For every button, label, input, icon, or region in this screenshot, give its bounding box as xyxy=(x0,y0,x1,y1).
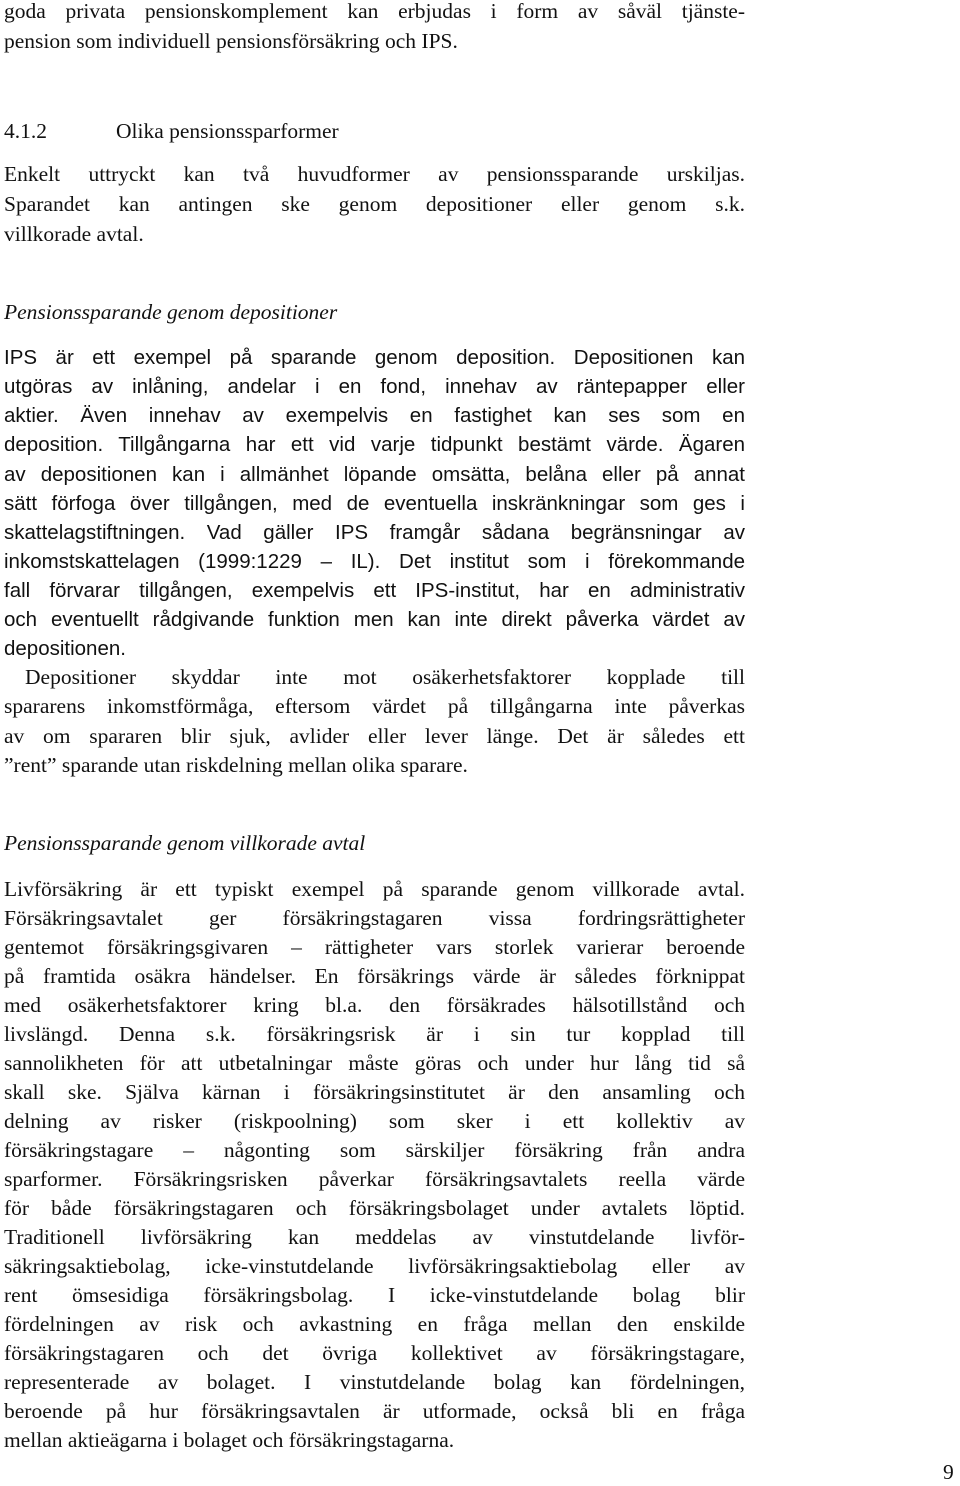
paragraph-line: depositionen. xyxy=(4,637,126,660)
paragraph-line: beroende på hur försäkringsavtalen är utformade, också bli en fråga xyxy=(4,1399,745,1423)
section-number: 4.1.2 xyxy=(4,119,47,143)
paragraph-line: fall förvarar tillgången, exempelvis ett IPS-institut, har en administrativ xyxy=(4,579,745,602)
paragraph-line: skattelagstiftningen. Vad gäller IPS framgår sådana begränsningar av xyxy=(4,521,745,544)
paragraph-line: IPS är ett exempel på sparande genom deposition. Depositionen kan xyxy=(4,346,745,369)
paragraph-line: skall ske. Själva kärnan i försäkringsinstitutet är den ansamling och xyxy=(4,1080,745,1104)
paragraph-line: Enkelt uttryckt kan två huvudformer av pensionssparande urskiljas. xyxy=(4,162,745,186)
paragraph-line: representerade av bolaget. I vinstutdelande bolag kan fördelningen, xyxy=(4,1370,745,1394)
paragraph-line: Sparandet kan antingen ske genom depositioner eller genom s.k. xyxy=(4,192,745,216)
paragraph-line: av depositionen kan i allmänhet löpande omsätta, belåna eller på annat xyxy=(4,463,745,486)
paragraph-line: fördelningen av risk och avkastning en fråga mellan den enskilde xyxy=(4,1312,745,1336)
paragraph-line: säkringsaktiebolag, icke-vinstutdelande livförsäkringsaktiebolag eller av xyxy=(4,1254,745,1278)
intro-line: pension som individuell pensionsförsäkring och IPS. xyxy=(4,29,458,53)
paragraph-line: spararens inkomstförmåga, eftersom värdet på tillgångarna inte påverkas xyxy=(4,694,745,718)
paragraph-line: försäkringstagaren och det övriga kollektivet av försäkringstagare, xyxy=(4,1341,745,1365)
paragraph-line: sannolikheten för att utbetalningar måste göras och under hur lång tid så xyxy=(4,1051,745,1075)
paragraph-line: mellan aktieägarna i bolaget och försäkringstagarna. xyxy=(4,1428,455,1452)
paragraph-line: Depositioner skyddar inte mot osäkerhetsfaktorer kopplade till xyxy=(25,665,745,689)
paragraph-line: med osäkerhetsfaktorer kring bl.a. den försäkrades hälsotillstånd och xyxy=(4,993,745,1017)
paragraph-line: gentemot försäkringsgivaren – rättigheter vars storlek varierar beroende xyxy=(4,935,745,959)
paragraph-line: sparformer. Försäkringsrisken påverkar försäkringsavtalets reella värde xyxy=(4,1167,745,1191)
paragraph-line: på framtida osäkra händelser. En försäkrings värde är således förknippat xyxy=(4,964,745,988)
paragraph-line: deposition. Tillgångarna har ett vid varje tidpunkt bestämt värde. Ägaren xyxy=(4,433,745,456)
paragraph-line: villkorade avtal. xyxy=(4,222,144,246)
subheading-depositioner: Pensionssparande genom depositioner xyxy=(4,300,338,324)
paragraph-line: rent ömsesidiga försäkringsbolag. I icke-vinstutdelande bolag blir xyxy=(4,1283,745,1307)
paragraph-line: ”rent” sparande utan riskdelning mellan olika sparare. xyxy=(4,753,468,777)
paragraph-line: och eventuellt rådgivande funktion men kan inte direkt påverka värdet av xyxy=(4,608,745,631)
paragraph-line: av om spararen blir sjuk, avlider eller lever länge. Det är således ett xyxy=(4,724,745,748)
section-title: Olika pensionssparformer xyxy=(116,119,339,143)
paragraph-line: Försäkringsavtalet ger försäkringstagaren vissa fordringsrättigheter xyxy=(4,906,745,930)
paragraph-line: livslängd. Denna s.k. försäkringsrisk är i sin tur kopplad till xyxy=(4,1022,745,1046)
intro-line: goda privata pensionskomplement kan erbjudas i form av såväl tjänste- xyxy=(4,0,745,23)
paragraph-line: Traditionell livförsäkring kan meddelas av vinstutdelande livför- xyxy=(4,1225,745,1249)
paragraph-line: sätt förfoga över tillgången, med de eventuella inskränkningar som ges i xyxy=(4,492,745,515)
paragraph-line: aktier. Även innehav av exempelvis en fastighet kan ses som en xyxy=(4,404,745,427)
paragraph-line: utgöras av inlåning, andelar i en fond, innehav av räntepapper eller xyxy=(4,375,745,398)
page-number: 9 xyxy=(943,1460,954,1484)
paragraph-line: inkomstskattelagen (1999:1229 – IL). Det institut som i förekommande xyxy=(4,550,745,573)
subheading-villkorade-avtal: Pensionssparande genom villkorade avtal xyxy=(4,831,366,855)
paragraph-line: Livförsäkring är ett typiskt exempel på sparande genom villkorade avtal. xyxy=(4,877,745,901)
paragraph-line: för både försäkringstagaren och försäkringsbolaget under avtalets löptid. xyxy=(4,1196,745,1220)
paragraph-line: försäkringstagare – någonting som särskiljer försäkring från andra xyxy=(4,1138,745,1162)
paragraph-line: delning av risker (riskpoolning) som sker i ett kollektiv av xyxy=(4,1109,745,1133)
